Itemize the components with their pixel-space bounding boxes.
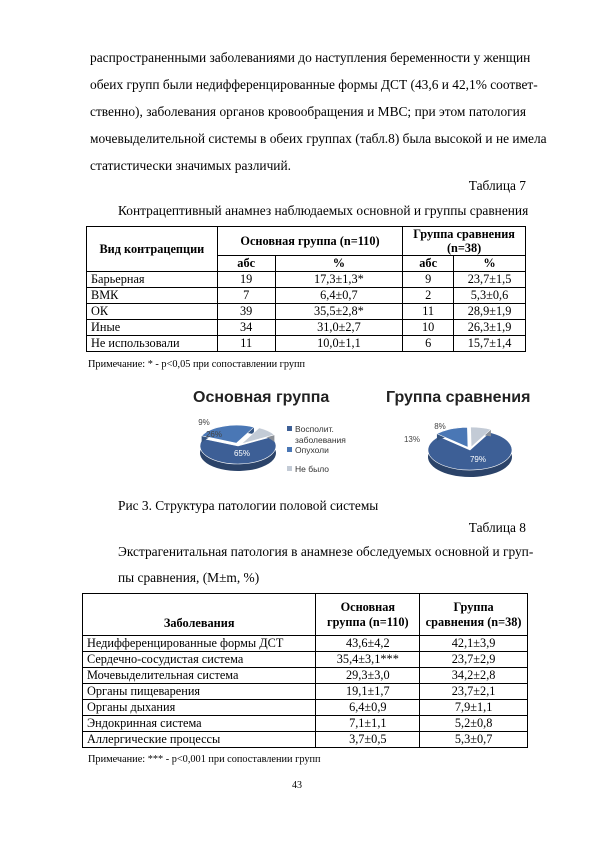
table-row — [83, 684, 528, 700]
table8 — [82, 593, 528, 748]
para-line: статистически значимых различий. — [90, 158, 291, 173]
pie-chart-main — [198, 418, 276, 471]
figure-caption: Рис 3. Структура патологии половой системы — [118, 498, 379, 513]
pie-data-label: 13% — [403, 435, 421, 444]
cell: 6 — [403, 336, 454, 352]
table-row — [83, 668, 528, 684]
legend-swatch — [287, 447, 292, 452]
table7-label: Таблица 7 — [468, 178, 526, 193]
table8-title-line2: пы сравнения, (М±m, %) — [118, 570, 260, 585]
row-name: ОК — [87, 304, 218, 320]
table-row — [87, 336, 526, 352]
cell: 23,7±1,5 — [454, 272, 526, 288]
para-line: мочевыделительной системы в обеих группах (табл.8) была высокой и не имела — [90, 131, 547, 146]
row-name: Эндокринная система — [83, 716, 316, 732]
table7-header-comp: Группа сравнения (n=38) — [403, 227, 526, 256]
table7-header-pct: % — [454, 256, 526, 272]
pie-chart-comparison — [404, 422, 512, 477]
pie-charts — [190, 382, 540, 485]
table-row — [83, 716, 528, 732]
page-number: 43 — [292, 780, 302, 791]
cell: 35,4±3,1*** — [316, 652, 420, 668]
cell: 10,0±1,1 — [275, 336, 403, 352]
pie-data-label: 26% — [205, 430, 223, 439]
chart1-title: Основная группа — [193, 389, 330, 406]
table-row — [83, 700, 528, 716]
legend-label: Не было — [295, 464, 329, 474]
legend-swatch — [287, 426, 292, 431]
intro-paragraph — [90, 44, 547, 179]
cell: 42,1±3,9 — [420, 636, 528, 652]
chart2-title: Группа сравнения — [386, 389, 531, 406]
cell: 2 — [403, 288, 454, 304]
cell: 29,3±3,0 — [316, 668, 420, 684]
cell: 26,3±1,9 — [454, 320, 526, 336]
cell: 34,2±2,8 — [420, 668, 528, 684]
legend-label: Опухоли — [295, 445, 329, 455]
row-name: Барьерная — [87, 272, 218, 288]
table7-note: Примечание: * - р<0,05 при сопоставлении групп — [88, 359, 306, 370]
cell: 5,3±0,6 — [454, 288, 526, 304]
table8-header-disease: Заболевания — [83, 594, 316, 636]
table-row — [87, 304, 526, 320]
cell: 11 — [403, 304, 454, 320]
row-name: Не использовали — [87, 336, 218, 352]
para-line: обеих групп были недифференцированные формы ДСТ (43,6 и 42,1% соответ- — [90, 77, 538, 92]
cell: 6,4±0,7 — [275, 288, 403, 304]
table7-header-type: Вид контрацепции — [87, 227, 218, 272]
cell: 31,0±2,7 — [275, 320, 403, 336]
cell: 5,2±0,8 — [420, 716, 528, 732]
row-name: Аллергические процессы — [83, 732, 316, 748]
cell: 11 — [217, 336, 275, 352]
table8-header-main: Основная группа (n=110) — [316, 594, 420, 636]
table8-label: Таблица 8 — [468, 520, 526, 535]
cell: 10 — [403, 320, 454, 336]
table8-note: Примечание: *** - р<0,001 при сопоставлении групп — [88, 754, 321, 765]
table8-title-line1: Экстрагенитальная патология в анамнезе обследуемых основной и груп- — [118, 544, 534, 559]
row-name: Органы дыхания — [83, 700, 316, 716]
pie-data-label: 79% — [469, 455, 487, 464]
table-row — [87, 288, 526, 304]
legend-label: Восполит. — [295, 424, 334, 434]
row-name: Органы пищеварения — [83, 684, 316, 700]
table7-header-pct: % — [275, 256, 403, 272]
table7-header-abs: абс — [403, 256, 454, 272]
cell: 15,7±1,4 — [454, 336, 526, 352]
table-row — [87, 320, 526, 336]
row-name: Сердечно-сосудистая система — [83, 652, 316, 668]
cell: 7 — [217, 288, 275, 304]
row-name: ВМК — [87, 288, 218, 304]
row-name: Недифференцированные формы ДСТ — [83, 636, 316, 652]
cell: 6,4±0,9 — [316, 700, 420, 716]
para-line: ственно), заболевания органов кровообращения и МВС; при этом патология — [90, 104, 526, 119]
pie-data-label: 65% — [233, 449, 251, 458]
cell: 19 — [217, 272, 275, 288]
row-name: Иные — [87, 320, 218, 336]
pie-data-label: 8% — [434, 422, 446, 431]
cell: 34 — [217, 320, 275, 336]
row-name: Мочевыделительная система — [83, 668, 316, 684]
cell: 23,7±2,1 — [420, 684, 528, 700]
cell: 28,9±1,9 — [454, 304, 526, 320]
cell: 39 — [217, 304, 275, 320]
table-row — [83, 636, 528, 652]
legend-swatch — [287, 466, 292, 471]
table8-header-comp: Группа сравнения (n=38) — [420, 594, 528, 636]
cell: 3,7±0,5 — [316, 732, 420, 748]
legend-label: заболевания — [295, 435, 346, 445]
cell: 5,3±0,7 — [420, 732, 528, 748]
cell: 43,6±4,2 — [316, 636, 420, 652]
cell: 19,1±1,7 — [316, 684, 420, 700]
table7 — [86, 226, 526, 352]
cell: 17,3±1,3* — [275, 272, 403, 288]
cell: 7,1±1,1 — [316, 716, 420, 732]
table-row — [83, 652, 528, 668]
cell: 35,5±2,8* — [275, 304, 403, 320]
cell: 9 — [403, 272, 454, 288]
cell: 7,9±1,1 — [420, 700, 528, 716]
table7-header-abs: абс — [217, 256, 275, 272]
pie-data-label: 9% — [198, 418, 210, 427]
table7-title: Контрацептивный анамнез наблюдаемых основной и группы сравнения — [118, 203, 529, 218]
table7-header-main: Основная группа (n=110) — [217, 227, 402, 256]
table-row — [83, 732, 528, 748]
table-row — [87, 272, 526, 288]
para-line: распространенными заболеваниями до наступления беременности у женщин — [90, 50, 531, 65]
legend — [287, 424, 346, 474]
cell: 23,7±2,9 — [420, 652, 528, 668]
